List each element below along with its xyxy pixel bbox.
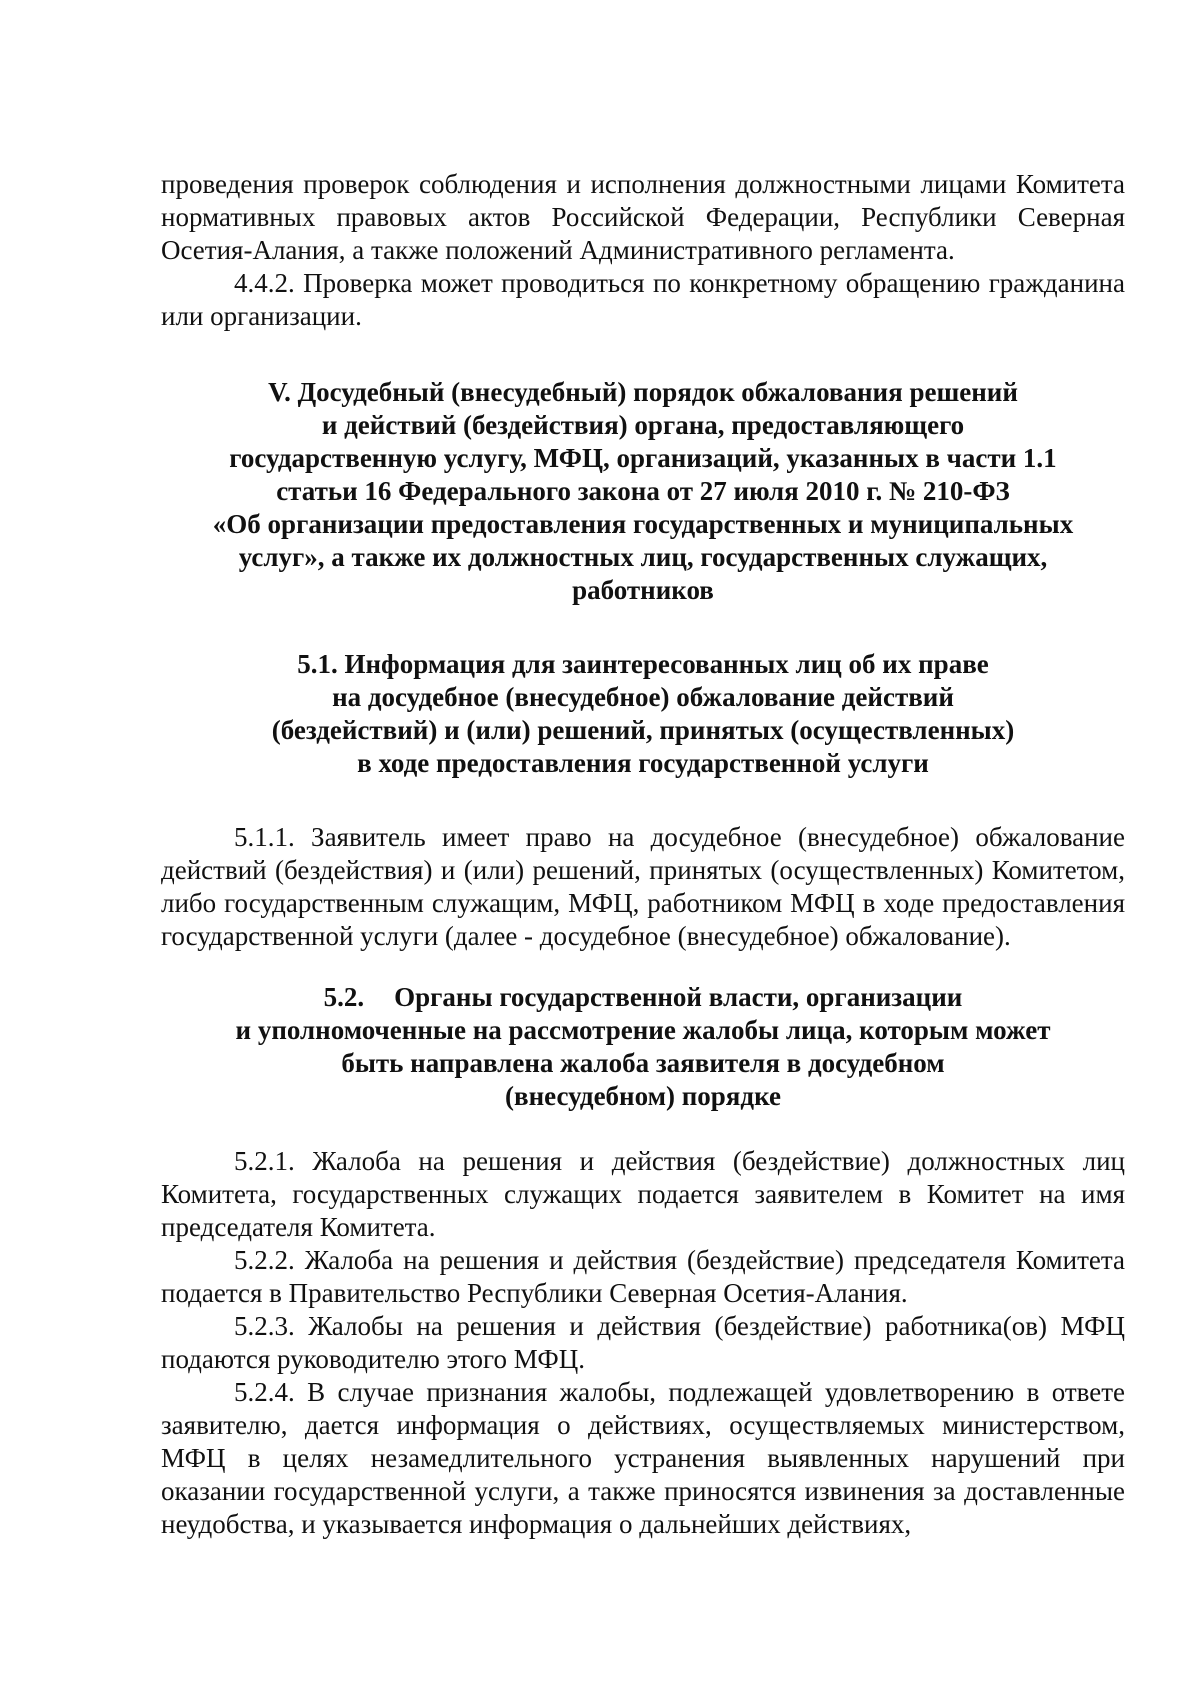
heading-text: Органы государственной власти, организации [394, 982, 963, 1012]
heading-line [161, 981, 1125, 1014]
heading-line: на досудебное (внесудебное) обжалование действий [332, 682, 954, 712]
paragraph-4-4-2: 4.4.2. Проверка может проводиться по конкретному обращению гражданина или организации. [161, 268, 1125, 331]
heading-line: 5.1. Информация для заинтересованных лиц об их праве [297, 649, 989, 679]
section-5-heading [161, 376, 1125, 607]
heading-line: (бездействий) и (или) решений, принятых (осуществленных) [271, 715, 1015, 745]
heading-line: и уполномоченные на рассмотрение жалобы лица, которым может [235, 1015, 1051, 1045]
heading-line: услуг», а также их должностных лиц, государственных служащих, [238, 542, 1048, 572]
paragraph-5-2-4: 5.2.4. В случае признания жалобы, подлежащей удовлетворению в ответе заявителю, дается информация о действиях, осуществляемых министерством, МФЦ в целях незамедлительного устранения выявленных нарушений при оказании государственной услуги, а также приносятся извинения за доставленные неудобства, и указывается информация о дальнейших действиях, [161, 1377, 1125, 1539]
subsection-5-2-heading [161, 981, 1125, 1113]
heading-line: статьи 16 Федерального закона от 27 июля 2010 г. № 210-ФЗ [276, 476, 1010, 506]
paragraph-5-2-2: 5.2.2. Жалоба на решения и действия (бездействие) председателя Комитета подается в Правительство Республики Северная Осетия-Алания. [161, 1245, 1125, 1308]
heading-line: «Об организации предоставления государственных и муниципальных [212, 509, 1074, 539]
heading-line: V. Досудебный (внесудебный) порядок обжалования решений [268, 377, 1018, 407]
document-page [161, 168, 1125, 1541]
heading-line: (внесудебном) порядке [505, 1081, 781, 1111]
paragraph-5-1-1: 5.1.1. Заявитель имеет право на досудебное (внесудебное) обжалование действий (бездействия) и (или) решений, принятых (осуществленных) Комитетом, либо государственным служащим, МФЦ, работником МФЦ в ходе предоставления государственной услуги (далее - досудебное (внесудебное) обжалование). [161, 822, 1125, 951]
paragraph-5-2-3: 5.2.3. Жалобы на решения и действия (бездействие) работника(ов) МФЦ подаются руководителю этого МФЦ. [161, 1311, 1125, 1374]
heading-line: и действий (бездействия) органа, предоставляющего [321, 410, 965, 440]
heading-line: работников [572, 575, 714, 605]
subsection-5-1-heading [161, 648, 1125, 780]
paragraph-5-2-1: 5.2.1. Жалоба на решения и действия (бездействие) должностных лиц Комитета, государственных служащих подается заявителем в Комитет на имя председателя Комитета. [161, 1146, 1125, 1242]
heading-number: 5.2. [323, 982, 365, 1012]
heading-line: в ходе предоставления государственной услуги [357, 748, 929, 778]
paragraph-continuation: проведения проверок соблюдения и исполнения должностными лицами Комитета нормативных правовых актов Российской Федерации, Республики Северная Осетия-Алания, а также положений Административного регламента. [161, 169, 1125, 265]
heading-line: государственную услугу, МФЦ, организаций, указанных в части 1.1 [229, 443, 1057, 473]
heading-line: быть направлена жалоба заявителя в досудебном [341, 1048, 945, 1078]
